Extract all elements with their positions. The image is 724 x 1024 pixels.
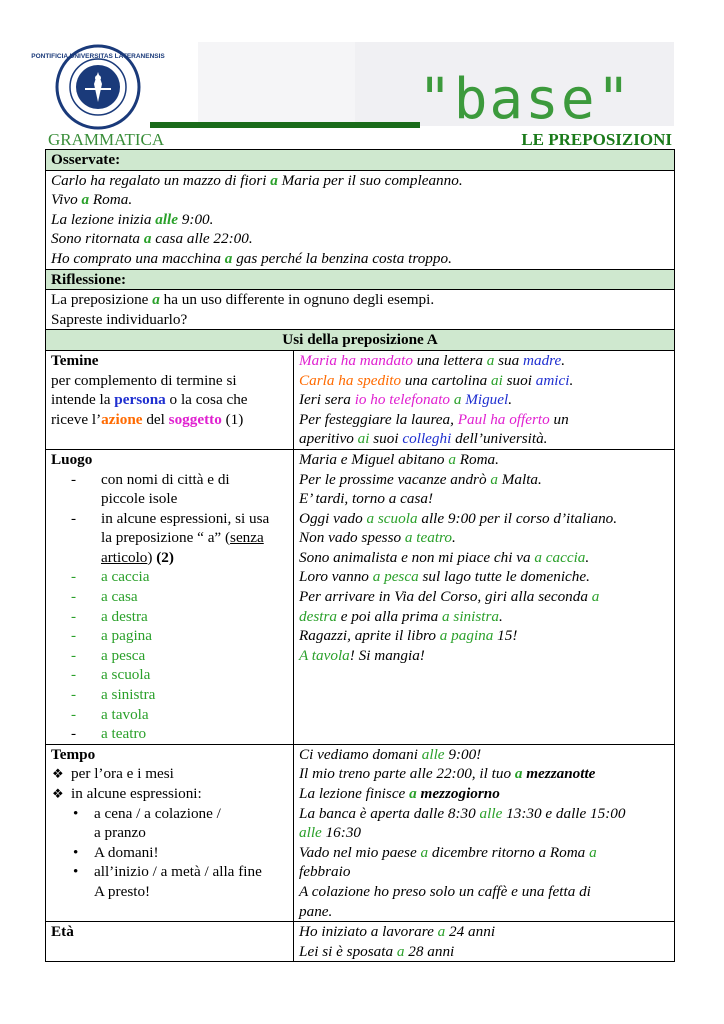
bold-text: mezzanotte <box>522 765 596 783</box>
prep-highlight: alle <box>479 804 503 822</box>
luogo-list-item <box>51 470 288 490</box>
text: La preposizione <box>51 291 153 309</box>
reflection-text <box>46 290 675 330</box>
text: . <box>561 351 566 369</box>
four-diamond-star-icon: ❖ <box>52 786 64 801</box>
prep-highlight: a teatro <box>404 529 452 547</box>
luogo-list-item-cont: piccole isole <box>101 490 178 508</box>
prep-highlight: a pesca <box>372 568 419 586</box>
highlight-soggetto: soggetto <box>168 410 222 428</box>
reflection-header-row <box>46 269 675 290</box>
text: ! Si mangia! <box>349 646 425 664</box>
dash-bullet: - <box>71 568 77 586</box>
text: suoi <box>502 371 536 389</box>
observe-line <box>51 171 669 191</box>
text: La lezione inizia <box>51 210 156 228</box>
lesson-table <box>45 149 675 962</box>
observe-title: Osservate: <box>46 150 675 171</box>
prep-highlight: a <box>143 230 152 248</box>
text: . <box>498 607 503 625</box>
text: . <box>569 371 574 389</box>
expression-text: a tavola <box>101 705 149 723</box>
text: o la cosa che <box>165 391 248 409</box>
dash-bullet: - <box>71 705 77 723</box>
text: in alcune espressioni, si usa <box>101 509 270 527</box>
text: Oggi vado <box>299 509 367 527</box>
luogo-title: Luogo <box>51 450 93 468</box>
note-ref: (2) <box>156 548 174 566</box>
expression-list-item <box>51 567 288 587</box>
highlight-azione: azione <box>101 410 143 428</box>
example-line <box>299 410 669 430</box>
dash-bullet: - <box>71 470 77 488</box>
expression-text: a pagina <box>101 627 153 645</box>
termine-desc-line <box>51 390 288 410</box>
prep-highlight: ai <box>490 371 503 389</box>
expression-text: a teatro <box>101 725 147 743</box>
prep-highlight: ai <box>357 430 370 448</box>
tempo-sub-item-cont: a pranzo <box>94 824 146 842</box>
termine-title: Temine <box>51 351 99 369</box>
prep-highlight: a <box>591 588 600 606</box>
prep-highlight: a <box>437 923 446 941</box>
text: intende la <box>51 391 115 409</box>
eta-title: Età <box>51 923 74 941</box>
uses-header-row <box>46 330 675 351</box>
underlined-text: articolo <box>101 548 148 566</box>
text: in alcune espressioni: <box>71 785 202 802</box>
text: 15! <box>493 627 518 645</box>
prep-highlight: alle <box>155 210 178 228</box>
text: sua <box>494 351 524 369</box>
recipient: madre <box>523 351 562 369</box>
text: Maria per il suo compleanno. <box>277 171 463 189</box>
eta-description <box>46 922 294 962</box>
text: la preposizione “ a” ( <box>101 529 231 547</box>
tempo-list-item <box>51 764 288 784</box>
prep-highlight: a <box>224 249 233 267</box>
expression-list-item <box>51 646 288 666</box>
text: sul lago tutte le domeniche. <box>418 568 590 586</box>
expression-list-item <box>51 705 288 725</box>
text: Ci vediamo domani <box>299 745 422 763</box>
text: dell’università. <box>451 430 548 448</box>
prep-highlight: a <box>409 785 417 802</box>
prep-highlight: alle <box>421 745 445 763</box>
tempo-sub-item <box>51 804 288 824</box>
reflection-title: Riflessione: <box>46 269 675 290</box>
expression-list-item <box>51 587 288 607</box>
underlined-text: senza <box>230 529 264 547</box>
text: Roma. <box>455 450 499 468</box>
text: dicembre ritorno a Roma <box>428 843 590 861</box>
observe-line <box>51 249 669 269</box>
luogo-list-item-cont <box>51 548 288 568</box>
text: una cartolina <box>401 371 491 389</box>
text: Sono animalista e non mi piace chi va <box>299 548 535 566</box>
text: Non vado spesso <box>299 529 405 547</box>
text: ha un uso differente in ognuno degli esempi. <box>159 291 435 309</box>
example-line <box>299 509 669 529</box>
tempo-title: Tempo <box>51 745 96 763</box>
termine-description <box>46 350 294 449</box>
example-line <box>299 823 669 843</box>
filled-circle-icon: • <box>73 843 79 861</box>
text: Ho iniziato a lavorare <box>299 923 438 941</box>
subject: Maria ha mandato <box>299 351 413 369</box>
subject: io ho telefonato <box>354 391 451 409</box>
luogo-description <box>46 449 294 744</box>
example-line <box>299 351 669 371</box>
header-left-label: GRAMMATICA <box>48 130 165 149</box>
luogo-row <box>46 449 675 744</box>
observe-line <box>51 229 669 249</box>
text: Carlo ha regalato un mazzo di fiori <box>51 171 271 189</box>
dash-bullet: - <box>71 607 77 625</box>
prep-highlight: a <box>450 391 462 409</box>
text: con nomi di città e di <box>101 470 230 488</box>
prep-highlight: a <box>486 351 495 369</box>
subject: Carla ha spedito <box>299 371 402 389</box>
text: Ho comprato una macchina <box>51 249 225 267</box>
observe-row <box>46 170 675 269</box>
prep-highlight: a scuola <box>366 509 418 527</box>
example-line <box>299 942 669 962</box>
dash-bullet: - <box>71 646 77 664</box>
filled-circle-icon: • <box>73 804 79 822</box>
expression-text: a caccia <box>101 568 150 586</box>
example-line <box>299 587 669 607</box>
example-line <box>299 804 669 824</box>
prep-highlight: a <box>81 191 90 209</box>
dash-bullet: - <box>71 509 77 527</box>
expression-list-item <box>51 685 288 705</box>
text: 16:30 <box>321 824 362 842</box>
text: per l’ora e i mesi <box>71 765 174 783</box>
text: 13:30 e dalle 15:00 <box>502 804 626 822</box>
prep-highlight: a <box>152 291 160 309</box>
prep-highlight: a sinistra <box>442 607 499 625</box>
expression-text: a scuola <box>101 666 151 684</box>
observe-line <box>51 190 669 210</box>
prep-highlight: a <box>396 942 405 960</box>
expression-text: a casa <box>101 588 138 606</box>
dash-bullet: - <box>71 686 77 704</box>
reflection-line <box>51 290 669 310</box>
text: riceve l’ <box>51 410 102 428</box>
page-header <box>0 0 724 156</box>
banner-title: "base" <box>418 67 633 132</box>
example-line <box>299 764 669 784</box>
text: Il mio treno parte alle 22:00, il tuo <box>299 765 515 783</box>
eta-examples <box>294 922 675 962</box>
text: Roma. <box>89 191 133 209</box>
header-right-label: LE PREPOSIZIONI <box>521 130 672 149</box>
example-line <box>299 784 669 804</box>
termine-desc-line: per complemento di termine si <box>51 371 237 389</box>
termine-desc-line <box>51 410 288 430</box>
observe-examples <box>46 170 675 269</box>
example-line: A colazione ho preso solo un caffè e una fetta di <box>299 882 591 900</box>
observe-header-row <box>46 150 675 171</box>
text: La banca è aperta dalle 8:30 <box>299 804 480 822</box>
recipient: Miguel <box>465 391 509 409</box>
tempo-examples <box>294 744 675 921</box>
prep-highlight: destra <box>299 607 337 625</box>
example-line <box>299 626 669 646</box>
expression-text: a sinistra <box>101 686 156 704</box>
prep-highlight: a <box>514 765 523 783</box>
dash-bullet: - <box>71 725 77 743</box>
expression-list <box>51 567 288 743</box>
prep-highlight: a pagina <box>439 627 494 645</box>
expression-list-item <box>51 607 288 627</box>
uses-title: Usi della preposizione A <box>46 330 675 351</box>
text: e poi alla prima <box>336 607 443 625</box>
example-line <box>299 745 669 765</box>
text: . <box>585 548 590 566</box>
tempo-sub-item-cont: A presto! <box>94 882 151 900</box>
text: Sono ritornata <box>51 230 144 248</box>
subject: Paul ha offerto <box>457 410 550 428</box>
example-line <box>299 922 669 942</box>
bold-text: mezzogiorno <box>416 785 500 802</box>
text: Ieri sera <box>299 391 355 409</box>
text: aperitivo <box>299 430 358 448</box>
example-line <box>299 528 669 548</box>
text: Malta. <box>497 470 542 488</box>
text: Maria e Miguel abitano <box>299 450 449 468</box>
text: Loro vanno <box>299 568 373 586</box>
text: suoi <box>369 430 403 448</box>
luogo-list-item <box>51 509 288 529</box>
text: . <box>452 529 456 547</box>
text: (1) <box>221 410 244 428</box>
dash-bullet: - <box>71 588 77 606</box>
example-line <box>299 429 669 449</box>
text: a cena / a colazione / <box>94 804 221 822</box>
text: ) <box>147 548 157 566</box>
text: 9:00. <box>178 210 214 228</box>
expression-list-item <box>51 724 288 744</box>
four-diamond-star-icon: ❖ <box>52 766 64 782</box>
expression-list-item <box>51 626 288 646</box>
filled-circle-icon: • <box>73 863 79 881</box>
text: La lezione finisce <box>299 785 410 802</box>
example-line <box>299 470 669 490</box>
seal-text: PONTIFICIA UNIVERSITAS LATERANENSIS <box>31 53 165 60</box>
prep-highlight: A tavola <box>299 646 350 664</box>
prep-highlight: a <box>448 450 456 468</box>
text: all’inizio / a metà / alla fine <box>94 863 262 881</box>
reflection-row <box>46 290 675 330</box>
text: A domani! <box>94 843 159 861</box>
dash-bullet: - <box>71 627 77 645</box>
text: gas perché la benzina costa troppo. <box>232 249 452 267</box>
text: Per le prossime vacanze andrò <box>299 470 491 488</box>
text: alle 9:00 per il corso d’italiano. <box>417 509 618 527</box>
termine-examples <box>294 350 675 449</box>
text: Per arrivare in Via del Corso, giri alla seconda <box>299 588 592 606</box>
example-line: E’ tardi, torno a casa! <box>299 490 434 508</box>
example-line <box>299 450 669 470</box>
prep-highlight: a <box>490 470 498 488</box>
example-line <box>299 567 669 587</box>
tempo-description <box>46 744 294 921</box>
example-line <box>299 390 669 410</box>
highlight-persona: persona <box>114 391 166 409</box>
expression-list-item <box>51 665 288 685</box>
termine-row <box>46 350 675 449</box>
prep-highlight: a <box>589 843 597 861</box>
expression-text: a destra <box>101 607 148 625</box>
tempo-sub-item <box>51 843 288 863</box>
text: una lettera <box>412 351 487 369</box>
recipient: colleghi <box>402 430 452 448</box>
university-seal-icon <box>31 44 165 130</box>
dash-bullet: - <box>71 666 77 684</box>
example-line: pane. <box>299 902 333 920</box>
text: Lei si è sposata <box>299 942 397 960</box>
recipient: amici <box>535 371 570 389</box>
eta-row <box>46 922 675 962</box>
text: Ragazzi, aprite il libro <box>299 627 440 645</box>
header-rule <box>150 122 420 128</box>
prep-highlight: a caccia <box>534 548 586 566</box>
text: Vado nel mio paese <box>299 843 421 861</box>
text: casa alle 22:00. <box>151 230 253 248</box>
expression-text: a pesca <box>101 646 146 664</box>
text: un <box>549 410 569 428</box>
example-line <box>299 607 669 627</box>
example-line: febbraio <box>299 863 351 881</box>
text: . <box>508 391 513 409</box>
text: 24 anni <box>445 923 496 941</box>
tempo-list-item <box>51 784 288 804</box>
prep-highlight: alle <box>299 824 322 842</box>
example-line <box>299 371 669 391</box>
observe-line <box>51 210 669 230</box>
example-line <box>299 548 669 568</box>
example-line <box>299 646 669 666</box>
reflection-line: Sapreste individuarlo? <box>51 310 188 328</box>
text: del <box>142 410 169 428</box>
tempo-sub-item <box>51 862 288 882</box>
luogo-list-item-cont <box>51 528 288 548</box>
luogo-examples <box>294 449 675 744</box>
prep-highlight: a <box>420 843 429 861</box>
text: 28 anni <box>404 942 455 960</box>
text: Per festeggiare la laurea, <box>299 410 458 428</box>
tempo-row <box>46 744 675 921</box>
text: Vivo <box>51 191 82 209</box>
prep-highlight: a <box>270 171 278 189</box>
example-line <box>299 843 669 863</box>
text: 9:00! <box>444 745 482 763</box>
